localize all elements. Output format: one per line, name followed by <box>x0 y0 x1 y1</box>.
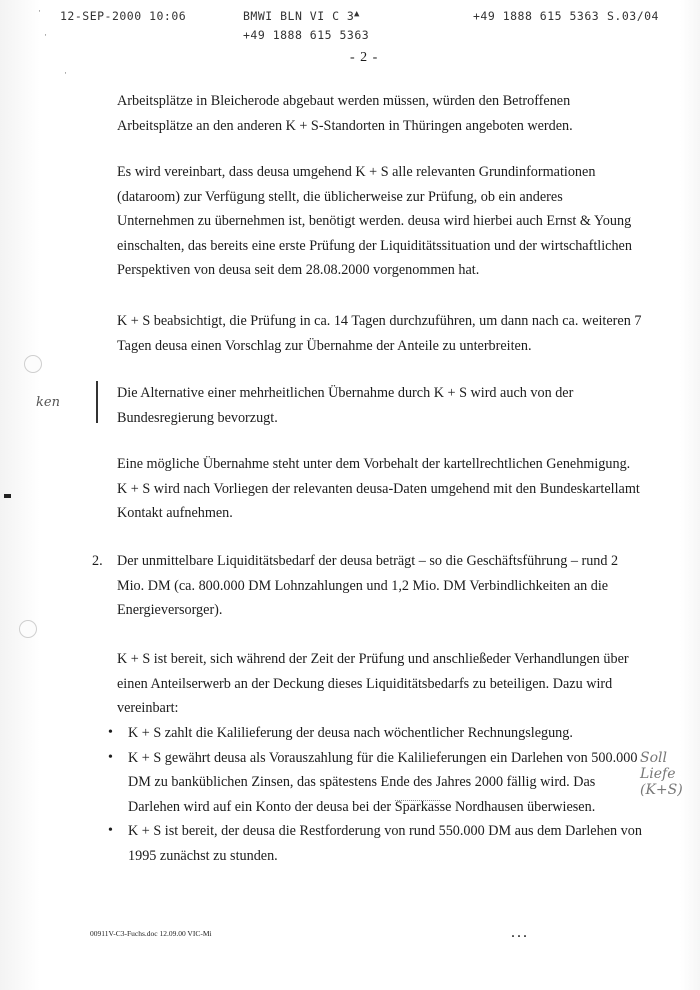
scan-tick: · <box>38 6 41 16</box>
paragraph-5 <box>117 452 642 526</box>
punch-hole-icon <box>24 355 42 373</box>
handwritten-note-left: ken <box>36 395 60 410</box>
fax-receiver-number: +49 1888 615 5363 <box>473 9 600 23</box>
fax-sender-number: +49 1888 615 5363 <box>243 28 370 42</box>
list-item <box>108 819 648 868</box>
handwritten-line: Soll <box>640 750 667 766</box>
handwritten-line: Liefe <box>640 766 676 782</box>
page-number: - 2 - <box>350 50 379 65</box>
fax-date-time: 12-SEP-2000 10:06 <box>60 9 187 23</box>
paragraph-4 <box>117 381 642 430</box>
list-item <box>108 721 648 746</box>
paragraph-text: Arbeitsplätze in Bleicherode abgebaut werden müssen, würden den Betroffenen Arbeitsplätze an den anderen K + S-Standorten in Thüringen angeboten werden. <box>117 93 573 134</box>
paragraph-1 <box>117 89 642 138</box>
list-item-text: K + S ist bereit, der deusa die Restforderung von rund 550.000 DM aus dem Darlehen von 1995 zunächst zu stunden. <box>128 823 642 864</box>
scan-tick: · <box>44 30 47 40</box>
fax-page-info: S.03/04 <box>607 9 659 23</box>
paragraph-text: K + S ist bereit, sich während der Zeit der Prüfung und anschließeder Verhandlungen über einen Anteilserwerb an der Deckung dieses Liquiditätsbedarfs zu beteiligen. Dazu wird vereinbart: <box>117 651 629 716</box>
paragraph-text: K + S beabsichtigt, die Prüfung in ca. 14 Tagen durchzuführen, um dann nach ca. weiteren 7 Tagen deusa einen Vorschlag zur Übernahme der Anteile zu unterbreiten. <box>117 313 642 354</box>
pencil-underline <box>395 800 440 802</box>
fax-sender-mark: ▲ <box>354 9 360 19</box>
scan-tick: · <box>64 68 67 78</box>
paragraph-number: 2. <box>92 553 103 569</box>
handwritten-note-right <box>640 750 683 798</box>
bullet-icon: • <box>108 725 113 740</box>
list-item-text: K + S zahlt die Kalilieferung der deusa nach wöchentlicher Rechnungslegung. <box>128 725 573 741</box>
punch-hole-icon <box>19 620 37 638</box>
bullet-icon: • <box>108 749 113 765</box>
footer-filename: 00911V-C3-Fuchs.doc 12.09.00 VIC-Mi <box>90 929 212 938</box>
continuation-dots: ... <box>511 924 529 941</box>
bullet-icon: • <box>108 823 113 838</box>
handwritten-line: (K+S) <box>640 782 683 798</box>
margin-sideline <box>96 381 98 423</box>
paragraph-3 <box>117 309 642 358</box>
paragraph-text: Der unmittelbare Liquiditätsbedarf der deusa beträgt – so die Geschäftsführung – rund 2 Mio. DM (ca. 800.000 DM Lohnzahlungen und 1,2 Mio. DM Verbindlichkeiten an die Energieversorger). <box>117 553 619 618</box>
paragraph-text: Eine mögliche Übernahme steht unter dem Vorbehalt der kartellrechtlichen Genehmigung. K + S wird nach Vorliegen der relevanten deusa-Daten umgehend mit den Bundeskartellamt Kontakt aufnehmen. <box>117 456 640 521</box>
paragraph-text: Es wird vereinbart, dass deusa umgehend K + S alle relevanten Grundinformationen (dataroom) zur Verfügung stellt, die üblicherweise zur Prüfung, ob ein anderes Unternehmen zu übernehmen ist, benötigt werden. deusa wird hierbei auch Ernst & Young einschalten, das bereits eine erste Prüfung der Liquiditätssituation und der wirtschaftlichen Perspektiven von deusa seit dem 28.08.2000 vorgenommen hat. <box>117 164 632 278</box>
numbered-paragraph-2 <box>92 549 642 623</box>
list-item-text: K + S gewährt deusa als Vorauszahlung für die Kalilieferungen ein Darlehen von 500.000 DM zu banküblichen Zinsen, das spätestens Ende des Jahres 2000 fällig wird. Das Darlehen wird auf ein Konto der deusa bei der Sparkasse Nordhausen überwiesen. <box>128 749 638 815</box>
list-item <box>108 746 648 820</box>
margin-mark <box>4 494 11 498</box>
fax-sender-id: BMWI BLN VI C 3 <box>243 9 355 23</box>
paragraph-text: Die Alternative einer mehrheitlichen Übernahme durch K + S wird auch von der Bundesregierung bevorzugt. <box>117 385 574 426</box>
paragraph-2 <box>117 160 642 283</box>
bullet-list <box>108 721 648 868</box>
paragraph-7 <box>117 647 642 721</box>
